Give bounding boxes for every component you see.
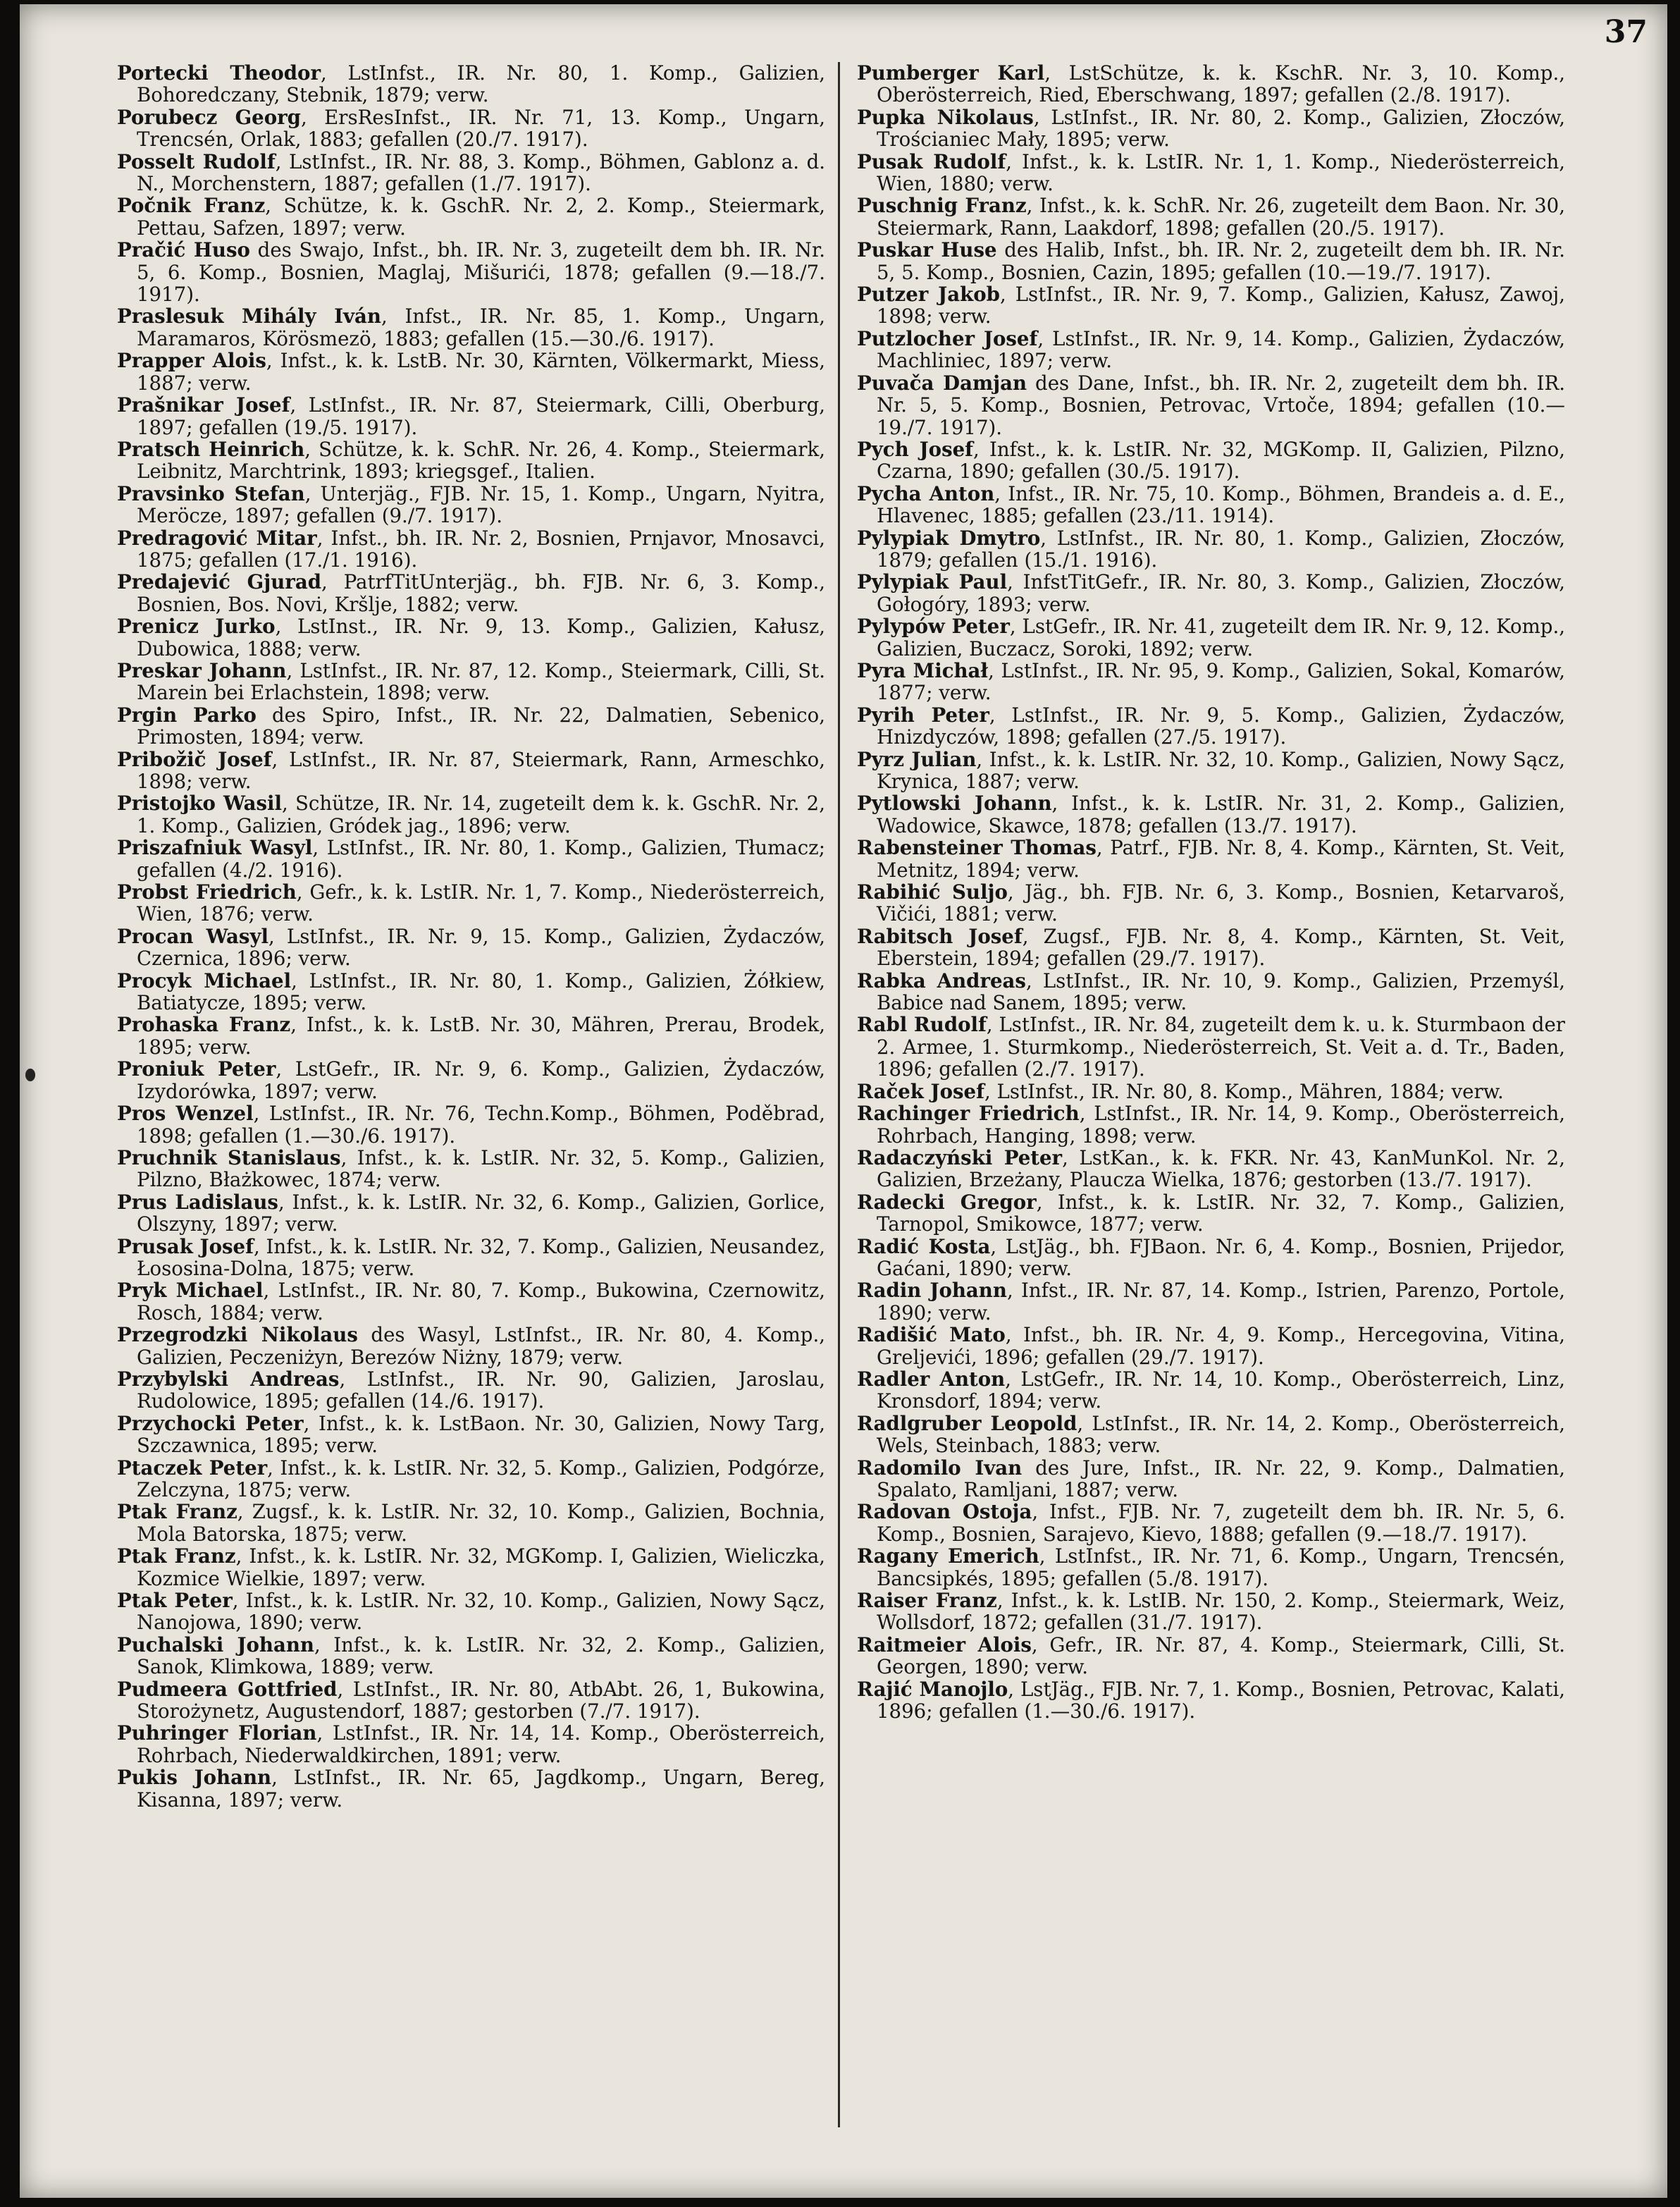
- entry-name: Pyra Michał: [857, 658, 989, 682]
- entry-details: , Schütze, k. k. GschR. Nr. 2, 2. Komp., Steiermark, Pettau, Safzen, 1897; verw.: [137, 194, 825, 240]
- document-page: [20, 4, 1667, 2198]
- casualty-entry: [857, 283, 1565, 328]
- casualty-entry: [857, 615, 1565, 660]
- casualty-entry: [857, 239, 1565, 283]
- casualty-entry: [857, 195, 1565, 239]
- entry-details: , Infst., bh. IR. Nr. 2, Bosnien, Prnjavor, Mnosavci, 1875; gefallen (17./1. 1916).: [137, 526, 825, 572]
- entry-details: , Infst., k. k. LstB. Nr. 30, Mähren, Prerau, Brodek, 1895; verw.: [137, 1013, 825, 1059]
- casualty-entry: [857, 438, 1565, 483]
- entry-details: , Infst., k. k. LstBaon. Nr. 30, Galizien, Nowy Targ, Szczawnica, 1895; verw.: [137, 1411, 825, 1458]
- casualty-entry: [857, 1413, 1565, 1457]
- casualty-entry: [117, 394, 825, 438]
- entry-details: , LstGefr., IR. Nr. 14, 10. Komp., Oberösterreich, Linz, Kronsdorf, 1894; verw.: [877, 1367, 1565, 1413]
- casualty-entry: [117, 704, 825, 749]
- casualty-entry: [857, 704, 1565, 749]
- entry-name: Radić Kosta: [857, 1234, 991, 1258]
- entry-name: Proniuk Peter: [117, 1057, 276, 1081]
- entry-details: , Infst., k. k. LstIR. Nr. 32, 5. Komp., Galizien, Podgórze, Zelczyna, 1875; verw.: [137, 1456, 825, 1501]
- casualty-entry: [117, 881, 825, 926]
- entry-name: Ptaczek Peter: [117, 1456, 268, 1480]
- entry-details: , Infst., k. k. LstIR. Nr. 32, 7. Komp., Galizien, Neusandez, Łososina-Dolna, 1875; verw.: [137, 1234, 825, 1280]
- entry-details: , Infst., k. k. LstIR. Nr. 1, 1. Komp., Niederösterreich, Wien, 1880; verw.: [877, 149, 1565, 196]
- entry-details: , LstInfst., IR. Nr. 80, 1. Komp., Galizien, Bohoredczany, Stebnik, 1879; verw.: [137, 61, 825, 107]
- entry-details: , Zugsf., FJB. Nr. 8, 4. Komp., Kärnten, St. Veit, Eberstein, 1894; gefallen (29./7. 1917).: [877, 924, 1565, 971]
- casualty-entry: [117, 792, 825, 837]
- entry-name: Prohaska Franz: [117, 1013, 291, 1037]
- entry-name: Radler Anton: [857, 1367, 1006, 1391]
- entry-name: Prgin Parko: [117, 703, 257, 727]
- entry-name: Pupka Nikolaus: [857, 105, 1034, 129]
- entry-name: Pukis Johann: [117, 1766, 272, 1790]
- entry-name: Pusak Rudolf: [857, 149, 1006, 173]
- casualty-entry: [857, 970, 1565, 1014]
- entry-details: des Jure, Infst., IR. Nr. 22, 9. Komp., Dalmatien, Spalato, Ramljani, 1887; verw.: [877, 1456, 1565, 1501]
- casualty-entry: [857, 749, 1565, 793]
- entry-name: Przegrodzki Nikolaus: [117, 1323, 358, 1347]
- casualty-entry: [857, 483, 1565, 527]
- entry-name: Pravsinko Stefan: [117, 481, 305, 505]
- entry-name: Puhringer Florian: [117, 1721, 317, 1745]
- casualty-entry: [117, 438, 825, 483]
- entry-name: Pryk Michael: [117, 1279, 264, 1303]
- entry-details: , LstInfst., IR. Nr. 90, Galizien, Jaroslau, Rudolowice, 1895; gefallen (14./6. 1917).: [137, 1367, 825, 1413]
- entry-name: Procan Wasyl: [117, 924, 268, 948]
- entry-details: , LstInfst., IR. Nr. 10, 9. Komp., Galizien, Przemyśl, Babice nad Sanem, 1895; verw.: [877, 969, 1565, 1015]
- entry-name: Putzer Jakob: [857, 283, 1000, 307]
- casualty-entry: [117, 62, 825, 106]
- casualty-entry: [117, 1501, 825, 1545]
- entry-details: , Zugsf., k. k. LstIR. Nr. 32, 10. Komp., Galizien, Bochnia, Mola Batorska, 1875; verw.: [137, 1500, 825, 1546]
- entry-name: Pros Wenzel: [117, 1102, 254, 1126]
- casualty-entry: [857, 1634, 1565, 1678]
- casualty-entry: [857, 527, 1565, 572]
- entry-name: Radomilo Ivan: [857, 1456, 1023, 1480]
- casualty-entry: [857, 1279, 1565, 1324]
- entry-details: , LstInfst., IR. Nr. 14, 14. Komp., Oberösterreich, Rohrbach, Niederwaldkirchen, 1891; verw.: [137, 1721, 825, 1767]
- entry-name: Puvača Damjan: [857, 371, 1027, 395]
- entry-name: Porubecz Georg: [117, 105, 301, 129]
- entry-name: Pyrih Peter: [857, 703, 989, 727]
- casualty-entry: [117, 1324, 825, 1368]
- casualty-entry: [117, 1014, 825, 1058]
- entry-name: Pylypów Peter: [857, 615, 1010, 639]
- casualty-entry: [117, 1457, 825, 1501]
- entry-details: , LstInfst., IR. Nr. 14, 9. Komp., Oberösterreich, Rohrbach, Hanging, 1898; verw.: [877, 1102, 1565, 1148]
- entry-details: , LstJäg., FJB. Nr. 7, 1. Komp., Bosnien, Petrovac, Kalati, 1896; gefallen (1.—30./6. 1917).: [877, 1677, 1565, 1723]
- casualty-entry: [857, 1014, 1565, 1080]
- entry-name: Ptak Franz: [117, 1544, 236, 1568]
- entry-name: Praslesuk Mihály Iván: [117, 305, 381, 328]
- casualty-entry: [117, 527, 825, 572]
- casualty-entry: [857, 1147, 1565, 1191]
- entry-name: Ptak Peter: [117, 1589, 233, 1613]
- entry-name: Radaczyński Peter: [857, 1145, 1063, 1169]
- entry-name: Pylypiak Paul: [857, 570, 1008, 594]
- entry-details: , Infst., k. k. LstIR. Nr. 32, MGKomp. I, Galizien, Wieliczka, Kozmice Wielkie, 1897; verw.: [137, 1544, 825, 1590]
- entry-details: , Gefr., k. k. LstIR. Nr. 1, 7. Komp., Niederösterreich, Wien, 1876; verw.: [137, 880, 825, 926]
- entry-name: Przychocki Peter: [117, 1411, 304, 1435]
- entry-name: Rabitsch Josef: [857, 924, 1023, 948]
- entry-name: Pristojko Wasil: [117, 792, 282, 816]
- entry-details: , Infst., k. k. LstIR. Nr. 32, 6. Komp., Galizien, Gorlice, Olszyny, 1897; verw.: [137, 1190, 825, 1236]
- entry-details: , LstInfst., IR. Nr. 80, 2. Komp., Galizien, Złoczów, Trościaniec Mały, 1895; verw.: [877, 105, 1565, 152]
- entry-name: Pylypiak Dmytro: [857, 526, 1041, 550]
- entry-details: , LstInfst., IR. Nr. 87, Steiermark, Cilli, Oberburg, 1897; gefallen (19./5. 1917).: [137, 393, 826, 439]
- entry-details: , Infst., k. k. LstIR. Nr. 32, MGKomp. II, Galizien, Pilzno, Czarna, 1890; gefallen (30./5. 1917).: [877, 437, 1565, 484]
- casualty-entry: [117, 106, 825, 151]
- entry-details: , Infst., k. k. LstIR. Nr. 31, 2. Komp., Galizien, Wadowice, Skawce, 1878; gefallen (13./7. 1917).: [877, 792, 1565, 837]
- casualty-entry: [857, 1191, 1565, 1236]
- entry-name: Rajić Manojlo: [857, 1677, 1008, 1701]
- entry-details: , LstInfst., IR. Nr. 80, 8. Komp., Mähren, 1884; verw.: [984, 1079, 1504, 1103]
- entry-details: , LstInfst., IR. Nr. 65, Jagdkomp., Ungarn, Bereg, Kisanna, 1897; verw.: [137, 1766, 825, 1812]
- entry-details: , Patrf., FJB. Nr. 8, 4. Komp., Kärnten, St. Veit, Metnitz, 1894; verw.: [877, 836, 1565, 882]
- entry-details: des Dane, Infst., bh. IR. Nr. 2, zugeteilt dem bh. IR. Nr. 5, 5. Komp., Bosnien, Petrovac, Vrtoče, 1894; gefallen (10.—19./7. 1917).: [877, 371, 1565, 439]
- entry-name: Portecki Theodor: [117, 61, 321, 85]
- entry-name: Pudmeera Gottfried: [117, 1677, 338, 1701]
- casualty-entry: [117, 571, 825, 615]
- entry-name: Radovan Ostoja: [857, 1500, 1032, 1524]
- entry-name: Ptak Franz: [117, 1500, 237, 1524]
- entry-name: Rabka Andreas: [857, 969, 1026, 992]
- entry-name: Predajević Gjurad: [117, 570, 321, 594]
- entry-name: Prus Ladislaus: [117, 1190, 278, 1214]
- entry-name: Predragović Mitar: [117, 526, 317, 550]
- entry-details: , LstInfst., IR. Nr. 95, 9. Komp., Galizien, Sokal, Komarów, 1877; verw.: [877, 658, 1565, 705]
- entry-details: , LstInfst., IR. Nr. 76, Techn.Komp., Böhmen, Poděbrad, 1898; gefallen (1.—30./6. 1917).: [137, 1102, 825, 1148]
- entry-details: , Schütze, IR. Nr. 14, zugeteilt dem k. k. GschR. Nr. 2, 1. Komp., Galizien, Gródek jag., 1896; verw.: [137, 792, 825, 837]
- casualty-entry: [857, 1590, 1565, 1634]
- entry-name: Rabihić Suljo: [857, 880, 1008, 904]
- casualty-entry: [857, 1545, 1565, 1590]
- entry-details: , LstInfst., IR. Nr. 80, 1. Komp., Galizien, Złoczów, 1879; gefallen (15./1. 1916).: [877, 526, 1565, 572]
- entry-details: , Schütze, k. k. SchR. Nr. 26, 4. Komp., Steiermark, Leibnitz, Marchtrink, 1893; kriegsgef., Italien.: [137, 437, 825, 484]
- casualty-entry: [117, 1722, 825, 1766]
- casualty-entry: [857, 1678, 1565, 1723]
- casualty-entry: [857, 571, 1565, 615]
- entry-details: , Infst., IR. Nr. 87, 14. Komp., Istrien, Parenzo, Portole, 1890; verw.: [877, 1279, 1565, 1324]
- entry-details: , LstInfst., IR. Nr. 71, 6. Komp., Ungarn, Trencsén, Bancsipkés, 1895; gefallen (5./8. 1917).: [877, 1544, 1566, 1590]
- entry-name: Pycha Anton: [857, 481, 995, 505]
- entry-name: Prašnikar Josef: [117, 393, 290, 417]
- entry-details: des Halib, Infst., bh. IR. Nr. 2, zugeteilt dem bh. IR. Nr. 5, 5. Komp., Bosnien, Cazin, 1895; gefallen (10.—19./7. 1917).: [877, 238, 1565, 284]
- casualty-entry: [117, 1413, 825, 1457]
- casualty-entry: [857, 1236, 1565, 1280]
- casualty-entry: [857, 1368, 1565, 1413]
- entry-name: Puchalski Johann: [117, 1633, 314, 1656]
- entry-details: , LstInfst., IR. Nr. 9, 7. Komp., Galizien, Kałusz, Zawoj, 1898; verw.: [877, 283, 1565, 328]
- casualty-entry: [117, 1191, 825, 1236]
- entry-details: , Infst., bh. IR. Nr. 4, 9. Komp., Hercegovina, Vitina, Greljevići, 1896; gefallen (29./7. 1917).: [877, 1323, 1565, 1369]
- page-number: 37: [1604, 14, 1648, 50]
- casualty-entry: [857, 328, 1565, 372]
- entry-details: , LstInfst., IR. Nr. 9, 15. Komp., Galizien, Żydaczów, Czernica, 1896; verw.: [137, 924, 826, 971]
- left-column: [117, 62, 840, 2127]
- casualty-entry: [117, 1236, 825, 1280]
- casualty-entry: [117, 1279, 825, 1324]
- entry-name: Pyrz Julian: [857, 747, 977, 771]
- entry-name: Pruchnik Stanislaus: [117, 1145, 341, 1169]
- entry-name: Raiser Franz: [857, 1589, 997, 1613]
- entry-name: Rabensteiner Thomas: [857, 836, 1097, 860]
- entry-name: Przybylski Andreas: [117, 1367, 340, 1391]
- entry-details: , LstInfst., IR. Nr. 80, AtbAbt. 26, 1, Bukowina, Storożynetz, Augustendorf, 1887; gestorben (7./7. 1917).: [137, 1677, 825, 1723]
- entry-details: , Infst., k. k. LstIB. Nr. 150, 2. Komp., Steiermark, Weiz, Wollsdorf, 1872; gefallen (31./7. 1917).: [877, 1589, 1565, 1635]
- casualty-entry: [117, 483, 825, 527]
- casualty-entry: [857, 926, 1565, 970]
- casualty-entry: [117, 926, 825, 970]
- casualty-entry: [117, 660, 825, 704]
- casualty-entry: [857, 1457, 1565, 1501]
- entry-details: , Infst., IR. Nr. 85, 1. Komp., Ungarn, Maramaros, Körösmezö, 1883; gefallen (15.—30./6. 1917).: [137, 305, 826, 350]
- casualty-entry: [117, 1368, 825, 1413]
- entry-details: , Infst., k. k. LstIR. Nr. 32, 7. Komp., Galizien, Tarnopol, Smikowce, 1877; verw.: [877, 1190, 1565, 1236]
- entry-details: , Unterjäg., FJB. Nr. 15, 1. Komp., Ungarn, Nyitra, Meröcze, 1897; gefallen (9./7. 1917).: [137, 481, 826, 528]
- margin-ink-mark: [25, 1069, 35, 1081]
- entry-name: Rachinger Friedrich: [857, 1102, 1080, 1126]
- casualty-entry: [117, 749, 825, 793]
- entry-details: , LstInfst., IR. Nr. 87, 12. Komp., Steiermark, Cilli, St. Marein bei Erlachstein, 1898; verw.: [137, 658, 825, 705]
- entry-name: Rabl Rudolf: [857, 1013, 987, 1037]
- entry-name: Pračić Huso: [117, 238, 250, 262]
- entry-details: des Swajo, Infst., bh. IR. Nr. 3, zugeteilt dem bh. IR. Nr. 5, 6. Komp., Bosnien, Maglaj, Mišurići, 1878; gefallen (9.—18./7. 1917).: [137, 238, 825, 307]
- casualty-entry: [857, 1324, 1565, 1368]
- casualty-entry: [117, 1102, 825, 1147]
- entry-name: Raitmeier Alois: [857, 1633, 1032, 1656]
- casualty-entry: [857, 1081, 1565, 1102]
- entry-name: Probst Friedrich: [117, 880, 297, 904]
- entry-details: , LstInfst., IR. Nr. 80, 1. Komp., Galizien, Żółkiew, Batiatycze, 1895; verw.: [137, 969, 826, 1015]
- entry-details: , LstInfst., IR. Nr. 84, zugeteilt dem k. u. k. Sturmbaon der 2. Armee, 1. Sturmkomp., Niederösterreich, St. Veit a. d. Tr., Baden, 1896; gefallen (2./7. 1917).: [877, 1013, 1565, 1081]
- entry-name: Priszafniuk Wasyl: [117, 836, 313, 860]
- entry-details: , LstInfst., IR. Nr. 80, 7. Komp., Bukowina, Czernowitz, Rosch, 1884; verw.: [137, 1279, 826, 1324]
- casualty-entry: [857, 372, 1565, 438]
- casualty-entry: [117, 615, 825, 660]
- entry-name: Radišić Mato: [857, 1323, 1006, 1347]
- entry-name: Prusak Josef: [117, 1234, 254, 1258]
- entry-details: , LstSchütze, k. k. KschR. Nr. 3, 10. Komp., Oberösterreich, Ried, Eberschwang, 1897; gefallen (2./8. 1917).: [877, 61, 1565, 107]
- casualty-entry: [117, 970, 825, 1014]
- entry-name: Preskar Johann: [117, 658, 287, 682]
- entry-name: Radecki Gregor: [857, 1190, 1037, 1214]
- casualty-entry: [117, 1634, 825, 1678]
- casualty-entry: [117, 837, 825, 881]
- casualty-entry: [857, 1501, 1565, 1545]
- entry-details: , Infst., k. k. LstIR. Nr. 32, 10. Komp., Galizien, Nowy Sącz, Krynica, 1887; verw.: [877, 747, 1565, 793]
- casualty-entry: [117, 350, 825, 394]
- entry-name: Počnik Franz: [117, 194, 266, 218]
- entry-details: , ErsResInfst., IR. Nr. 71, 13. Komp., Ungarn, Trencsén, Orlak, 1883; gefallen (20./7. 1917).: [137, 105, 825, 152]
- entry-name: Ragany Emerich: [857, 1544, 1039, 1568]
- casualty-entry: [857, 792, 1565, 837]
- casualty-entry: [117, 1590, 825, 1634]
- entry-name: Radin Johann: [857, 1279, 1007, 1303]
- casualty-entry: [857, 106, 1565, 151]
- casualty-entry: [117, 195, 825, 239]
- entry-details: , LstInfst., IR. Nr. 9, 5. Komp., Galizien, Żydaczów, Hnizdyczów, 1898; gefallen (27./5. 1917).: [877, 703, 1565, 749]
- entry-details: , PatrfTitUnterjäg., bh. FJB. Nr. 6, 3. Komp., Bosnien, Bos. Novi, Kršlje, 1882; verw.: [137, 570, 825, 616]
- entry-details: , LstInfst., IR. Nr. 87, Steiermark, Rann, Armeschko, 1898; verw.: [137, 747, 825, 793]
- casualty-entry: [857, 837, 1565, 881]
- casualty-entry: [117, 1545, 825, 1590]
- entry-name: Pytlowski Johann: [857, 792, 1052, 816]
- entry-details: , LstJäg., bh. FJBaon. Nr. 6, 4. Komp., Bosnien, Prijedor, Gaćani, 1890; verw.: [877, 1234, 1565, 1280]
- entry-name: Putzlocher Josef: [857, 326, 1038, 350]
- casualty-entry: [117, 239, 825, 305]
- entry-name: Puskar Huse: [857, 238, 997, 262]
- casualty-entry: [117, 1058, 825, 1102]
- entry-name: Puschnig Franz: [857, 194, 1027, 218]
- casualty-entry: [117, 1766, 825, 1811]
- casualty-entry: [857, 62, 1565, 106]
- entry-details: des Spiro, Infst., IR. Nr. 22, Dalmatien, Sebenico, Primosten, 1894; verw.: [137, 703, 826, 749]
- entry-details: , LstInfst., IR. Nr. 88, 3. Komp., Böhmen, Gablonz a. d. N., Morchenstern, 1887; gefallen (1./7. 1917).: [137, 149, 826, 196]
- entry-name: Prenicz Jurko: [117, 615, 276, 639]
- entry-details: , Infst., k. k. LstIR. Nr. 32, 2. Komp., Galizien, Sanok, Klimkowa, 1889; verw.: [137, 1633, 825, 1679]
- entry-name: Pratsch Heinrich: [117, 437, 305, 461]
- right-column: [857, 62, 1565, 1722]
- entry-details: , LstKan., k. k. FKR. Nr. 43, KanMunKol. Nr. 2, Galizien, Brzeżany, Plaucza Wielka, 1876; gestorben (13./7. 1917).: [877, 1145, 1565, 1192]
- entry-name: Radlgruber Leopold: [857, 1411, 1077, 1435]
- entry-name: Pych Josef: [857, 437, 974, 461]
- entry-details: , LstGefr., IR. Nr. 41, zugeteilt dem IR. Nr. 9, 12. Komp., Galizien, Buczacz, Soroki, 1892; verw.: [877, 615, 1565, 660]
- entry-details: , LstInfst., IR. Nr. 80, 1. Komp., Galizien, Tłumacz; gefallen (4./2. 1916).: [137, 836, 825, 882]
- entry-details: , LstInfst., IR. Nr. 9, 14. Komp., Galizien, Żydaczów, Machliniec, 1897; verw.: [877, 326, 1565, 373]
- entry-details: , Infst., k. k. LstIR. Nr. 32, 5. Komp., Galizien, Pilzno, Błażkowec, 1874; verw.: [137, 1145, 825, 1192]
- entry-name: Posselt Rudolf: [117, 149, 276, 173]
- entry-details: , Infst., k. k. LstIR. Nr. 32, 10. Komp., Galizien, Nowy Sącz, Nanojowa, 1890; verw.: [137, 1589, 825, 1635]
- entry-details: , Infst., IR. Nr. 75, 10. Komp., Böhmen, Brandeis a. d. E., Hlavenec, 1885; gefallen (23./11. 1914).: [877, 481, 1565, 528]
- casualty-entry: [117, 305, 825, 350]
- entry-name: Raček Josef: [857, 1079, 984, 1103]
- entry-name: Pumberger Karl: [857, 61, 1045, 85]
- entry-details: , Infst., k. k. LstB. Nr. 30, Kärnten, Völkermarkt, Miess, 1887; verw.: [137, 349, 825, 395]
- casualty-entry: [857, 1102, 1565, 1147]
- entry-details: , Infst., k. k. SchR. Nr. 26, zugeteilt dem Baon. Nr. 30, Steiermark, Rann, Laakdorf, 1898; gefallen (20./5. 1917).: [877, 194, 1565, 240]
- entry-details: , Gefr., IR. Nr. 87, 4. Komp., Steiermark, Cilli, St. Georgen, 1890; verw.: [877, 1633, 1565, 1679]
- casualty-entry: [117, 1678, 825, 1723]
- casualty-entry: [117, 1147, 825, 1191]
- casualty-entry: [857, 881, 1565, 926]
- casualty-entry: [857, 151, 1565, 195]
- entry-details: , LstInst., IR. Nr. 9, 13. Komp., Galizien, Kałusz, Dubowica, 1888; verw.: [137, 615, 826, 660]
- entry-details: , Infst., FJB. Nr. 7, zugeteilt dem bh. IR. Nr. 5, 6. Komp., Bosnien, Sarajevo, Kievo, 1888; gefallen (9.—18./7. 1917).: [877, 1500, 1566, 1546]
- entry-details: des Wasyl, LstInfst., IR. Nr. 80, 4. Komp., Galizien, Peczeniżyn, Berezów Niżny, 1879; verw.: [137, 1323, 825, 1369]
- casualty-entry: [857, 660, 1565, 704]
- entry-name: Pribožič Josef: [117, 747, 272, 771]
- entry-name: Procyk Michael: [117, 969, 292, 992]
- entry-details: , LstInfst., IR. Nr. 14, 2. Komp., Oberösterreich, Wels, Steinbach, 1883; verw.: [877, 1411, 1565, 1458]
- entry-name: Prapper Alois: [117, 349, 266, 373]
- entry-details: , InfstTitGefr., IR. Nr. 80, 3. Komp., Galizien, Złoczów, Gołogóry, 1893; verw.: [877, 570, 1565, 616]
- casualty-entry: [117, 151, 825, 195]
- entry-details: , LstGefr., IR. Nr. 9, 6. Komp., Galizien, Żydaczów, Izydorówka, 1897; verw.: [137, 1057, 825, 1103]
- entry-details: , Jäg., bh. FJB. Nr. 6, 3. Komp., Bosnien, Ketarvaroš, Vičići, 1881; verw.: [877, 880, 1565, 926]
